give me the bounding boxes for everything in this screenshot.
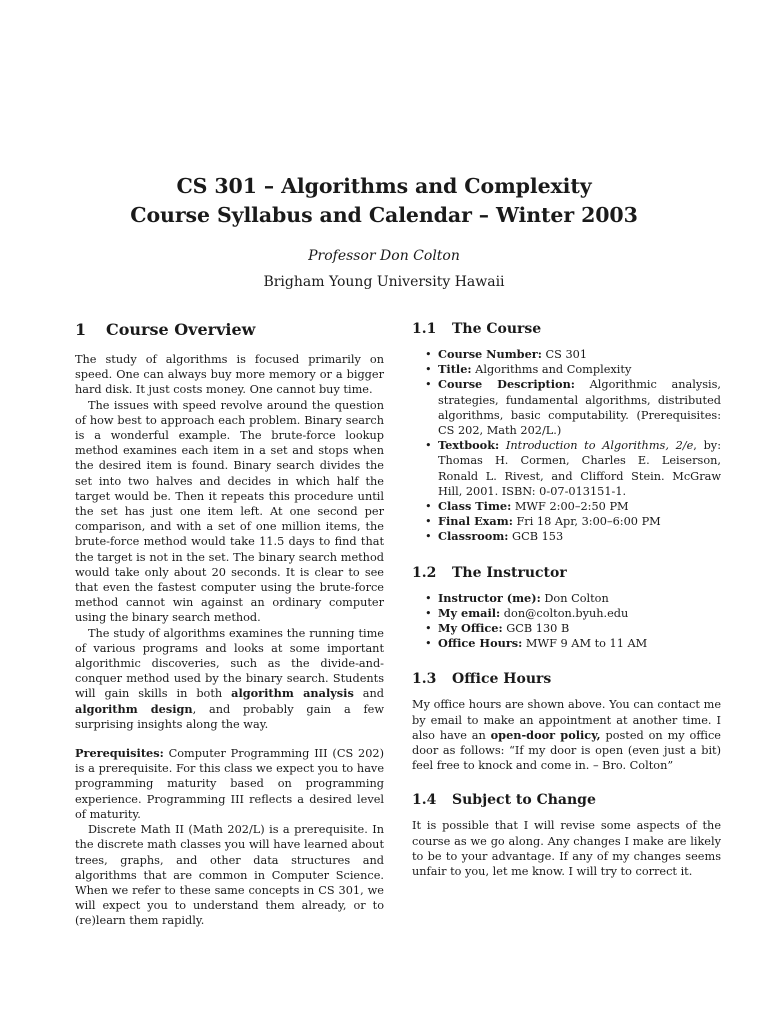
list-item (438, 377, 721, 438)
item-label: My email: (438, 605, 501, 620)
subsection-heading-course (412, 320, 721, 338)
author: Professor Don Colton (308, 248, 460, 264)
subsection-title: The Instructor (452, 564, 567, 581)
text-run: The study of algorithms examines the running time of various programs and looks at some important algorithmic discoveries, such as the divide-and-conquer method used by the binary search. Students will gain skills in both (75, 626, 384, 701)
text-run: , and probably gain a few surprising insights along the way. (75, 702, 384, 731)
left-column (75, 320, 384, 929)
list-item (438, 591, 721, 606)
subsection-number: 1.1 (412, 321, 437, 337)
overview-paragraph-2: The issues with speed revolve around the question of how best to approach each problem. Binary search is a wonderful example. The brute-force lookup method examines each item in a set and stops when the desired item is found. Binary search divides the set into two halves and decides in which half the target would be. Then it repeats this procedure until the set has just one item left. At one second per comparison, and with a set of one million items, the brute-force method would take 11.5 days to find that the target is not in the set. The binary search method would take only about 20 seconds. It is clear to see that even the fastest computer using the brute-force method cannot win against an ordinary computer using the binary search method. (75, 398, 384, 625)
item-label: Textbook: (438, 438, 500, 453)
item-value: Fri 18 Apr, 3:00–6:00 PM (512, 515, 661, 529)
item-label: Classroom: (438, 529, 509, 544)
subsection-heading-change (412, 791, 721, 809)
item-label: Final Exam: (438, 514, 513, 529)
list-item (438, 636, 721, 651)
section-heading-overview (75, 320, 384, 340)
subsection-title: Subject to Change (452, 792, 596, 809)
item-label: Course Description: (438, 377, 575, 392)
item-label: Class Time: (438, 499, 512, 514)
instructor-info-list (412, 591, 721, 652)
course-info-list (412, 347, 721, 545)
list-item (438, 606, 721, 621)
text-run: Computer Programming III (CS 202) is a prerequisite. For this class we expect you to have programming maturity based on programming experience. Programming III reflects a desired level of maturity. (75, 747, 384, 821)
bold-term-analysis: algorithm analysis (231, 686, 354, 701)
item-value: GCB 153 (508, 530, 564, 544)
text-run: My office hours are shown above. You can contact me by email to make an appointment at another time. I also have an (412, 698, 721, 742)
subsection-number: 1.3 (412, 671, 437, 688)
section-title: Course Overview (106, 320, 256, 339)
item-label: Instructor (me): (438, 590, 541, 605)
affiliation: Brigham Young University Hawaii (263, 274, 505, 290)
item-value: CS 301 (541, 348, 588, 361)
list-item (438, 438, 721, 499)
section-number: 1 (75, 320, 87, 339)
item-label: Office Hours: (438, 636, 523, 651)
title-block (0, 172, 768, 290)
document-title: CS 301 – Algorithms and Complexity (176, 174, 592, 198)
list-item (438, 347, 721, 362)
item-value: Don Colton (540, 591, 609, 605)
textbook-title: Introduction to Algorithms, 2/e (505, 439, 694, 453)
prerequisites-paragraph (75, 746, 384, 822)
list-item (438, 499, 721, 514)
right-column (412, 320, 721, 879)
office-hours-paragraph (412, 697, 721, 773)
item-value: Algorithms and Complexity (471, 363, 632, 377)
item-value: MWF 2:00–2:50 PM (511, 500, 629, 514)
change-paragraph: It is possible that I will revise some aspects of the course as we go along. Any changes I make are likely to be to your advantage. If any of my changes seems unfair to you, let me know. I will try to correct it. (412, 819, 721, 879)
overview-paragraph-1: The study of algorithms is focused primarily on speed. One can always buy more memory or a bigger hard disk. It just costs money. One cannot buy time. (75, 353, 384, 397)
subsection-title: The Course (452, 321, 542, 337)
item-value: GCB 130 B (502, 622, 570, 636)
item-value: MWF 9 AM to 11 AM (522, 637, 648, 651)
subsection-heading-office-hours (412, 670, 721, 688)
item-value: , by: Thomas H. Cormen, Charles E. Leiserson, Ronald L. Rivest, and Clifford Stein. McGraw Hill, 2001. ISBN: 0-07-013151-1. (438, 439, 721, 498)
list-item (438, 621, 721, 636)
prerequisites-label: Prerequisites: (75, 746, 164, 761)
list-item (438, 362, 721, 377)
subsection-heading-instructor (412, 564, 721, 582)
item-label: My Office: (438, 621, 503, 636)
text-run: and (353, 687, 385, 701)
discrete-math-paragraph: Discrete Math II (Math 202/L) is a prerequisite. In the discrete math classes you will have learned about trees, graphs, and other data structures and algorithms that are common in Computer Science. When we refer to these same concepts in CS 301, we will expect you to understand them already, or to (re)learn them rapidly. (75, 823, 384, 928)
text-run: posted on my office door as follows: “If my door is open (even just a bit) feel free to knock and come in. – Bro. Colton” (412, 728, 721, 773)
document-subtitle: Course Syllabus and Calendar – Winter 2003 (130, 203, 638, 227)
subsection-title: Office Hours (452, 671, 552, 688)
item-value: Algorithmic analysis, strategies, fundamental algorithms, distributed algorithms, basic computability. (Prerequisites: CS 202, Math 202/L.) (438, 378, 722, 438)
subsection-number: 1.2 (412, 564, 437, 581)
list-item (438, 529, 721, 544)
list-item (438, 514, 721, 529)
item-value: don@colton.byuh.edu (500, 606, 629, 620)
open-door-policy: open-door policy, (490, 727, 601, 742)
item-label: Title: (438, 362, 472, 377)
item-label: Course Number: (438, 347, 542, 361)
overview-paragraph-3 (75, 626, 384, 732)
subsection-number: 1.4 (412, 792, 437, 809)
bold-term-design: algorithm design (75, 701, 193, 716)
